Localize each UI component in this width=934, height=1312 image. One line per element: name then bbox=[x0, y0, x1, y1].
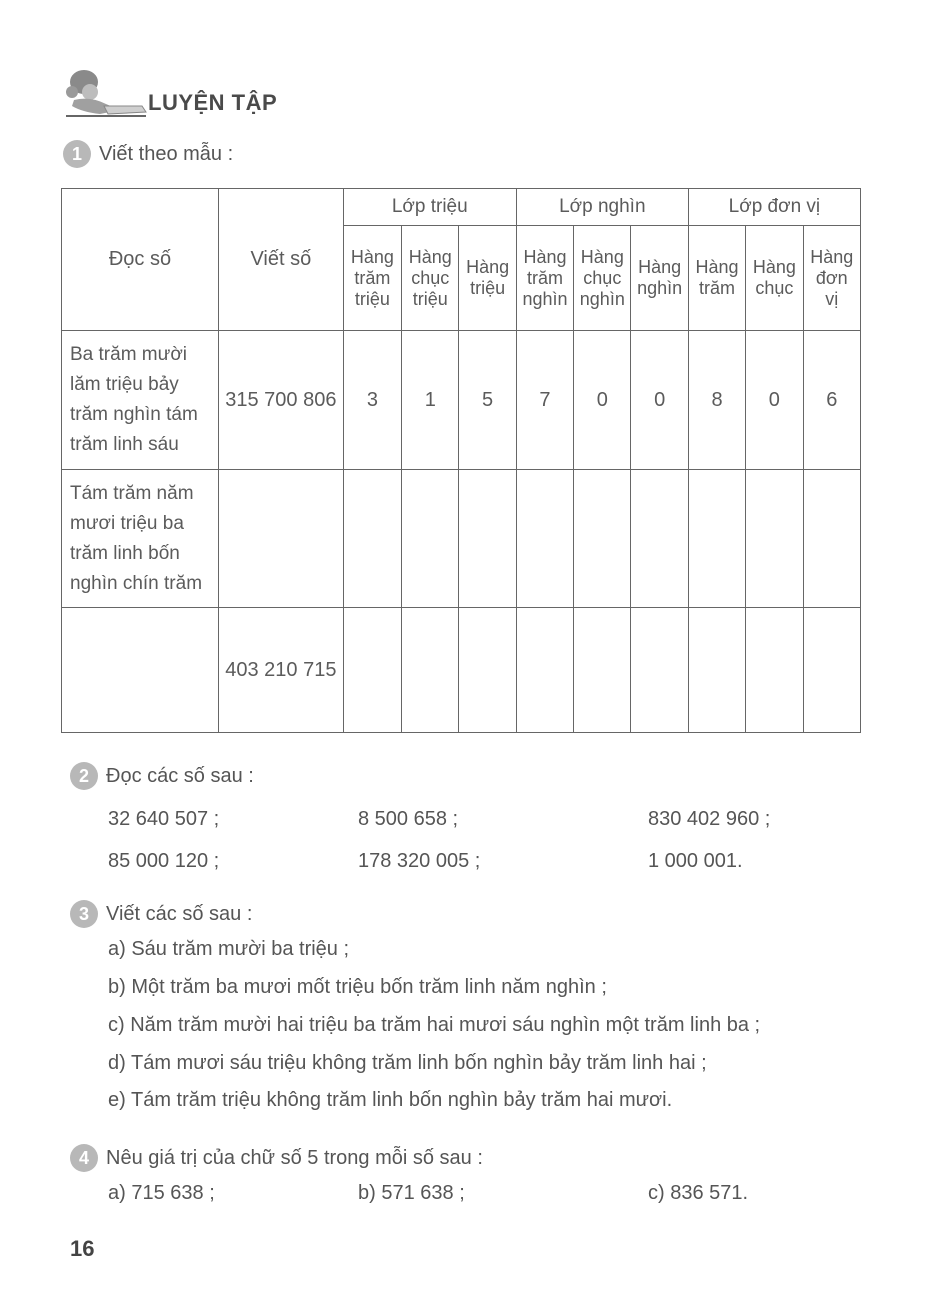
number-item: 178 320 005 ; bbox=[358, 850, 481, 872]
digit-cell: 7 bbox=[516, 331, 573, 470]
digit-cell: 3 bbox=[343, 331, 401, 470]
digit-cell: 0 bbox=[574, 331, 631, 470]
number-item: 85 000 120 ; bbox=[108, 850, 220, 872]
table-row bbox=[62, 608, 861, 733]
digit-cell[interactable] bbox=[746, 608, 803, 733]
digit-cell[interactable] bbox=[343, 608, 401, 733]
header-class-thousands: Lớp nghìn bbox=[516, 189, 688, 226]
number-item: 8 500 658 ; bbox=[358, 808, 459, 830]
number-item: a) 715 638 ; bbox=[108, 1182, 215, 1204]
exercise-1-number: 1 bbox=[63, 140, 91, 168]
header-column: Hàng chục triệu bbox=[402, 226, 459, 331]
header-column: Hàng chục nghìn bbox=[574, 226, 631, 331]
number-item: 830 402 960 ; bbox=[648, 808, 771, 830]
digit-cell: 0 bbox=[631, 331, 688, 470]
header-column: Hàng trăm bbox=[688, 226, 745, 331]
digit-cell: 8 bbox=[688, 331, 745, 470]
exercise-3-heading bbox=[70, 900, 252, 928]
number-item: 1 000 001. bbox=[648, 850, 743, 872]
write-cell[interactable] bbox=[218, 470, 343, 608]
digit-cell[interactable] bbox=[631, 470, 688, 608]
read-cell: Tám trăm năm mươi triệu ba trăm linh bốn nghìn chín trăm bbox=[62, 470, 219, 608]
reading-girl-icon bbox=[60, 66, 148, 126]
digit-cell[interactable] bbox=[803, 608, 860, 733]
header-read: Đọc số bbox=[62, 189, 219, 331]
table-row bbox=[62, 470, 861, 608]
digit-cell[interactable] bbox=[459, 470, 516, 608]
list-item: d) Tám mươi sáu triệu không trăm linh bốn nghìn bảy trăm linh hai ; bbox=[108, 1052, 707, 1074]
list-item: c) Năm trăm mười hai triệu ba trăm hai mươi sáu nghìn một trăm linh ba ; bbox=[108, 1014, 761, 1036]
exercise-2-heading bbox=[70, 762, 254, 790]
digit-cell[interactable] bbox=[631, 608, 688, 733]
digit-cell: 0 bbox=[746, 331, 803, 470]
header-column: Hàng đơn vị bbox=[803, 226, 860, 331]
list-item: e) Tám trăm triệu không trăm linh bốn nghìn bảy trăm hai mươi. bbox=[108, 1089, 673, 1111]
digit-cell[interactable] bbox=[688, 470, 745, 608]
digit-cell[interactable] bbox=[402, 608, 459, 733]
read-cell: Ba trăm mười lăm triệu bảy trăm nghìn tám trăm linh sáu bbox=[62, 331, 219, 470]
place-value-table bbox=[61, 188, 861, 733]
exercise-4-heading bbox=[70, 1144, 483, 1172]
header-class-units: Lớp đơn vị bbox=[688, 189, 860, 226]
write-cell: 315 700 806 bbox=[218, 331, 343, 470]
list-item: a) Sáu trăm mười ba triệu ; bbox=[108, 938, 350, 960]
digit-cell[interactable] bbox=[803, 470, 860, 608]
exercise-4-instruction: Nêu giá trị của chữ số 5 trong mỗi số sau : bbox=[106, 1147, 483, 1169]
header-column: Hàng chục bbox=[746, 226, 803, 331]
digit-cell: 5 bbox=[459, 331, 516, 470]
number-item: 32 640 507 ; bbox=[108, 808, 220, 830]
digit-cell[interactable] bbox=[402, 470, 459, 608]
header-column: Hàng trăm nghìn bbox=[516, 226, 573, 331]
exercise-4-number: 4 bbox=[70, 1144, 98, 1172]
digit-cell[interactable] bbox=[343, 470, 401, 608]
digit-cell[interactable] bbox=[516, 608, 573, 733]
exercise-3-number: 3 bbox=[70, 900, 98, 928]
write-cell: 403 210 715 bbox=[218, 608, 343, 733]
exercise-3-instruction: Viết các số sau : bbox=[106, 903, 253, 925]
digit-cell[interactable] bbox=[459, 608, 516, 733]
header-column: Hàng trăm triệu bbox=[343, 226, 401, 331]
header-write: Viết số bbox=[218, 189, 343, 331]
list-item: b) Một trăm ba mươi mốt triệu bốn trăm linh năm nghìn ; bbox=[108, 976, 607, 998]
page-number: 16 bbox=[70, 1236, 95, 1261]
header-column: Hàng triệu bbox=[459, 226, 516, 331]
table-row bbox=[62, 331, 861, 470]
number-item: b) 571 638 ; bbox=[358, 1182, 465, 1204]
digit-cell[interactable] bbox=[574, 608, 631, 733]
exercise-1-heading bbox=[63, 140, 233, 168]
digit-cell[interactable] bbox=[746, 470, 803, 608]
exercise-1-instruction: Viết theo mẫu : bbox=[99, 143, 234, 165]
digit-cell[interactable] bbox=[516, 470, 573, 608]
read-cell[interactable] bbox=[62, 608, 219, 733]
exercise-2-number: 2 bbox=[70, 762, 98, 790]
exercise-2-instruction: Đọc các số sau : bbox=[106, 765, 254, 787]
digit-cell[interactable] bbox=[574, 470, 631, 608]
number-item: c) 836 571. bbox=[648, 1182, 749, 1204]
header-column: Hàng nghìn bbox=[631, 226, 688, 331]
digit-cell[interactable] bbox=[688, 608, 745, 733]
section-title: LUYỆN TẬP bbox=[148, 90, 278, 115]
digit-cell: 6 bbox=[803, 331, 860, 470]
digit-cell: 1 bbox=[402, 331, 459, 470]
header-class-millions: Lớp triệu bbox=[343, 189, 516, 226]
